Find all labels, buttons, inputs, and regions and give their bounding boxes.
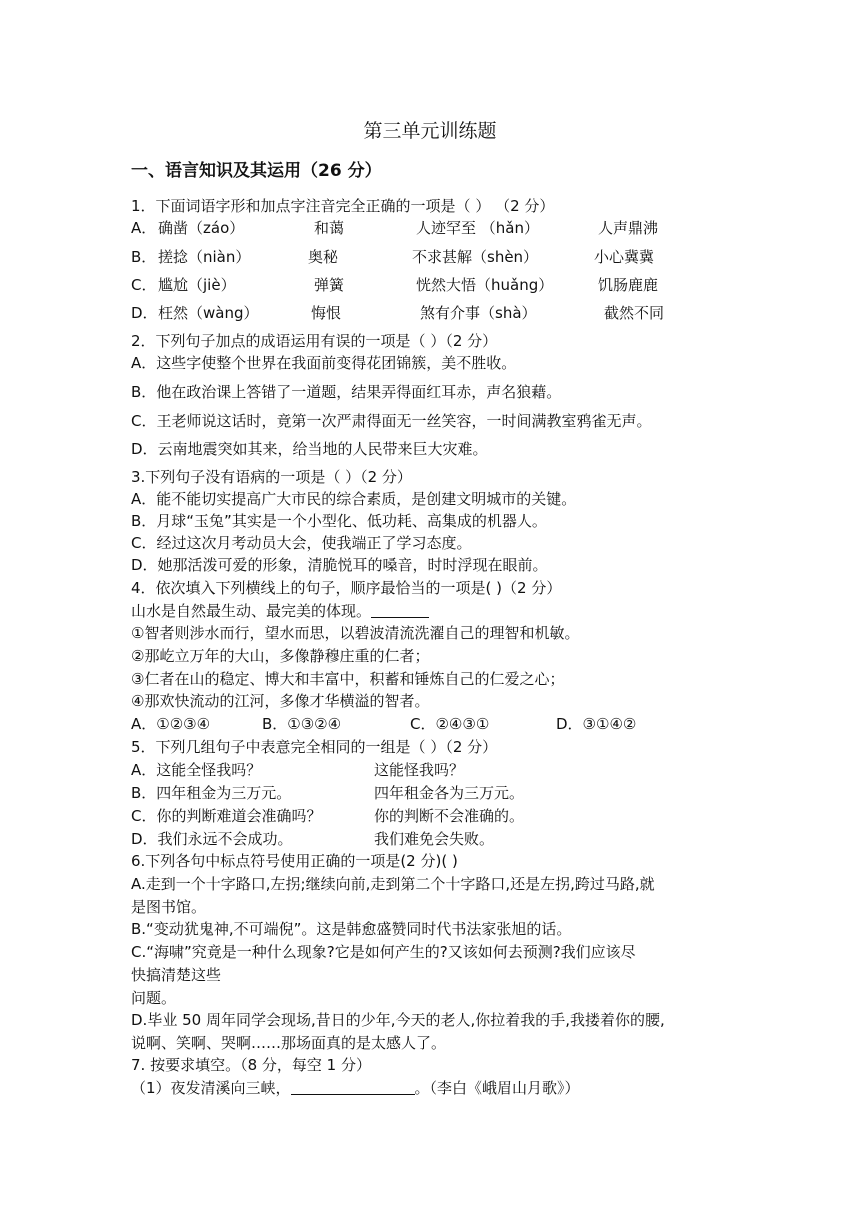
question-2-option-c: C．王老师说这话时，竟第一次严肃得面无一丝笑容，一时间满教室鸦雀无声。 [131,412,652,430]
question-5-option-b-right: 四年租金各为三万元。 [374,784,525,802]
question-3-stem: 3.下列句子没有语病的一项是（ ）（2 分） [131,468,412,486]
question-1-stem: 1．下面词语字形和加点字注音完全正确的一项是（ ） （2 分） [131,197,555,215]
question-7-item-1-suffix: 。（李白《峨眉山月歌》） [414,1079,580,1097]
question-2-option-a: A．这些字使整个世界在我面前变得花团锦簇，美不胜收。 [131,354,517,372]
question-4-option-c: C．②④③① [410,715,490,733]
question-4-option-a: A．①②③④ [131,715,211,733]
question-2-stem: 2．下列句子加点的成语运用有误的一项是（ ）（2 分） [131,332,498,350]
q1-option-word: 恍然大悟（huǎng） [416,276,554,294]
question-4-intro [131,600,429,622]
q1-option-word: 尴尬（jiè） [158,276,236,294]
question-2-option-b: B．他在政治课上答错了一道题，结果弄得面红耳赤，声名狼藉。 [131,383,562,401]
question-5-stem: 5．下列几组句子中表意完全相同的一组是（ ）（2 分） [131,738,498,756]
q1-option-word: 弹簧 [314,276,345,294]
question-7-item-1 [131,1077,580,1099]
q1-option-word: 人迹罕至 （hǎn） [416,219,539,237]
q1-option-word: 人声鼎沸 [598,219,659,237]
question-5-option-a-right: 这能怪我吗？ [374,761,465,779]
question-3-option-d: D．她那活泼可爱的形象，清脆悦耳的嗓音，时时浮现在眼前。 [131,556,548,574]
q1-option-word: 截然不同 [604,304,665,322]
question-6-option-c-cont: 快搞清楚这些 [131,966,222,984]
q1-option-label: C． [131,276,157,294]
page-title: 第三单元训练题 [363,120,497,142]
question-5-option-c-right: 你的判断不会准确的。 [374,807,525,825]
question-4-option-b: B．①③②④ [262,715,342,733]
question-5-option-a-left: A．这能全怪我吗？ [131,761,262,779]
q1-option-word: 煞有介事（shà） [420,304,537,322]
question-5-option-d-left: D．我们永远不会成功。 [131,830,293,848]
question-3-option-b: B．月球“玉兔”其实是一个小型化、低功耗、高集成的机器人。 [131,512,547,530]
question-5-option-b-left: B．四年租金为三万元。 [131,784,292,802]
question-4-sentence-1: ①智者则涉水而行，望水而思，以碧波清流洗濯自己的理智和机敏。 [131,624,580,642]
question-4-sentence-3: ③仁者在山的稳定、博大和丰富中，积蓄和锤炼自己的仁爱之心； [131,670,565,688]
question-6-option-d: D.毕业 50 周年同学会现场,昔日的少年,今天的老人,你拉着我的手,我搂着你的腰, [131,1011,665,1029]
question-6-option-a: A.走到一个十字路口,左拐;继续向前,走到第二个十字路口,还是左拐,跨过马路,就 [131,875,655,893]
question-4-stem: 4．依次填入下列横线上的句子，顺序最恰当的一项是( )（2 分） [131,579,562,597]
q1-option-word: 小心冀冀 [594,248,655,266]
answer-blank[interactable] [291,1078,415,1095]
question-3-option-c: C．经过这次月考动员大会，使我端正了学习态度。 [131,534,472,552]
question-6-stem: 6.下列各句中标点符号使用正确的一项是(2 分)( ) [131,852,458,870]
q1-option-word: 确凿（záo） [158,219,245,237]
question-7-item-1-prefix: （1）夜发清溪向三峡， [131,1079,291,1097]
question-5-option-d-right: 我们难免会失败。 [374,830,495,848]
q1-option-label: D． [131,304,158,322]
q1-option-word: 饥肠鹿鹿 [598,276,659,294]
q1-option-word: 悔恨 [311,304,342,322]
question-4-option-d: D．③①④② [556,715,637,733]
section-heading: 一、语言知识及其运用（26 分） [131,161,382,181]
question-6-option-c: C.“海啸”究竟是一种什么现象?它是如何产生的?又该如何去预测?我们应该尽 [131,943,636,961]
q1-option-word: 和蔼 [314,219,345,237]
question-3-option-a: A．能不能切实提高广大市民的综合素质，是创建文明城市的关键。 [131,490,577,508]
question-2-option-d: D．云南地震突如其来，给当地的人民带来巨大灾难。 [131,440,488,458]
q1-option-label: B． [131,248,157,266]
question-4-sentence-2: ②那屹立万年的大山，多像静穆庄重的仁者； [131,647,430,665]
question-7-stem: 7. 按要求填空。（8 分，每空 1 分） [131,1056,371,1074]
q1-option-label: A． [131,219,157,237]
q1-option-word: 奥秘 [308,248,339,266]
question-6-option-b: B.“变动犹鬼神,不可端倪”。这是韩愈盛赞同时代书法家张旭的话。 [131,920,572,938]
q1-option-word: 不求甚解（shèn） [412,248,539,266]
answer-blank[interactable] [371,601,429,618]
question-4-intro-text: 山水是自然最生动、最完美的体现。 [131,602,372,620]
q1-option-word: 枉然（wàng） [158,304,259,322]
question-6-option-a-cont: 是图书馆。 [131,898,207,916]
question-6-option-c-cont: 问题。 [131,989,177,1007]
q1-option-word: 搓捻（niàn） [158,248,251,266]
question-5-option-c-left: C．你的判断难道会准确吗？ [131,807,322,825]
question-6-option-d-cont: 说啊、笑啊、哭啊……那场面真的是太感人了。 [131,1034,447,1052]
question-4-sentence-4: ④那欢快流动的江河，多像才华横溢的智者。 [131,692,430,710]
